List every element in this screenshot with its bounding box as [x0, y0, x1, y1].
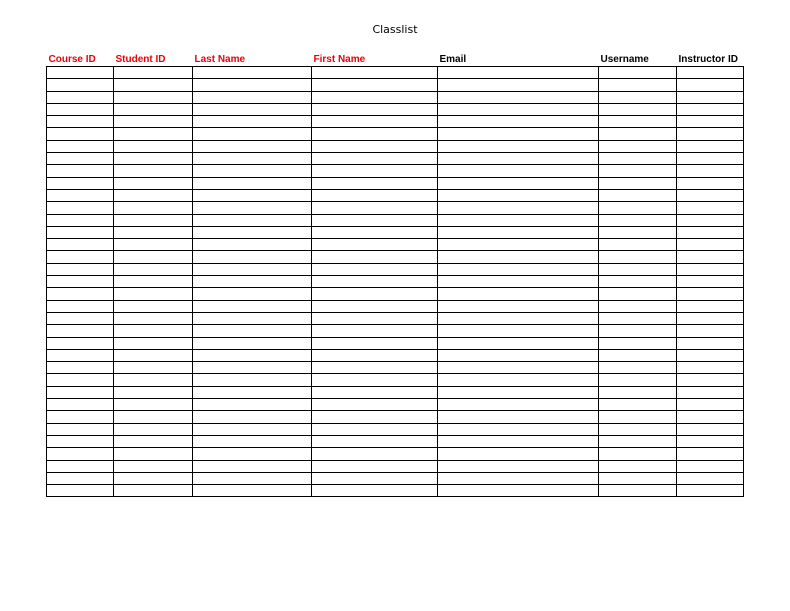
column-header-first-name: First Name: [313, 54, 366, 65]
table-cell-student-id[interactable]: [114, 460, 193, 472]
table-cell-username[interactable]: [599, 116, 677, 128]
table-cell-username[interactable]: [599, 362, 677, 374]
table-cell-first-name[interactable]: [312, 214, 438, 226]
table-cell-first-name[interactable]: [312, 337, 438, 349]
table-row: [47, 140, 744, 152]
table-cell-first-name[interactable]: [312, 485, 438, 497]
table-cell-last-name[interactable]: [193, 67, 312, 79]
table-cell-instructor-id[interactable]: [677, 263, 744, 275]
table-cell-last-name[interactable]: [193, 177, 312, 189]
table-cell-course-id[interactable]: [47, 128, 114, 140]
table-cell-last-name[interactable]: [193, 374, 312, 386]
table-cell-instructor-id[interactable]: [677, 460, 744, 472]
table-cell-instructor-id[interactable]: [677, 374, 744, 386]
table-cell-course-id[interactable]: [47, 374, 114, 386]
table-cell-instructor-id[interactable]: [677, 411, 744, 423]
table-cell-username[interactable]: [599, 300, 677, 312]
table-cell-first-name[interactable]: [312, 103, 438, 115]
table-row: [47, 189, 744, 201]
table-cell-instructor-id[interactable]: [677, 91, 744, 103]
table-row: [47, 116, 744, 128]
table-cell-email[interactable]: [438, 386, 599, 398]
table-cell-course-id[interactable]: [47, 300, 114, 312]
table-cell-first-name[interactable]: [312, 189, 438, 201]
table-cell-first-name[interactable]: [312, 362, 438, 374]
table-row: [47, 460, 744, 472]
table-cell-instructor-id[interactable]: [677, 251, 744, 263]
table-cell-email[interactable]: [438, 116, 599, 128]
table-cell-course-id[interactable]: [47, 325, 114, 337]
table-cell-course-id[interactable]: [47, 312, 114, 324]
table-cell-username[interactable]: [599, 472, 677, 484]
table-cell-email[interactable]: [438, 448, 599, 460]
table-cell-first-name[interactable]: [312, 300, 438, 312]
table-row: [47, 300, 744, 312]
table-cell-last-name[interactable]: [193, 288, 312, 300]
table-cell-email[interactable]: [438, 202, 599, 214]
classlist-table: [46, 54, 744, 497]
table-row: [47, 288, 744, 300]
table-cell-first-name[interactable]: [312, 374, 438, 386]
table-cell-course-id[interactable]: [47, 399, 114, 411]
table-row: [47, 214, 744, 226]
table-row: [47, 472, 744, 484]
column-header-username: Username: [600, 54, 649, 65]
table-cell-last-name[interactable]: [193, 263, 312, 275]
table-cell-email[interactable]: [438, 189, 599, 201]
table-cell-student-id[interactable]: [114, 312, 193, 324]
table-cell-course-id[interactable]: [47, 251, 114, 263]
table-cell-instructor-id[interactable]: [677, 189, 744, 201]
table-cell-username[interactable]: [599, 140, 677, 152]
table-cell-username[interactable]: [599, 288, 677, 300]
table-cell-student-id[interactable]: [114, 226, 193, 238]
table-cell-email[interactable]: [438, 239, 599, 251]
table-cell-last-name[interactable]: [193, 300, 312, 312]
column-header-last-name: Last Name: [194, 54, 246, 65]
table-cell-student-id[interactable]: [114, 263, 193, 275]
table-cell-username[interactable]: [599, 153, 677, 165]
table-cell-instructor-id[interactable]: [677, 116, 744, 128]
table-cell-email[interactable]: [438, 288, 599, 300]
table-cell-course-id[interactable]: [47, 362, 114, 374]
table-cell-first-name[interactable]: [312, 411, 438, 423]
table-cell-last-name[interactable]: [193, 153, 312, 165]
table-cell-instructor-id[interactable]: [677, 288, 744, 300]
table-cell-last-name[interactable]: [193, 116, 312, 128]
table-row: [47, 337, 744, 349]
table-row: [47, 423, 744, 435]
table-cell-instructor-id[interactable]: [677, 362, 744, 374]
table-cell-email[interactable]: [438, 374, 599, 386]
table-cell-student-id[interactable]: [114, 202, 193, 214]
table-cell-student-id[interactable]: [114, 349, 193, 361]
table-cell-student-id[interactable]: [114, 362, 193, 374]
table-cell-first-name[interactable]: [312, 67, 438, 79]
table-cell-student-id[interactable]: [114, 140, 193, 152]
table-cell-course-id[interactable]: [47, 435, 114, 447]
table-cell-student-id[interactable]: [114, 239, 193, 251]
table-cell-last-name[interactable]: [193, 312, 312, 324]
table-cell-student-id[interactable]: [114, 411, 193, 423]
table-cell-last-name[interactable]: [193, 337, 312, 349]
column-header-instructor-id: Instructor ID: [678, 54, 738, 65]
table-row: [47, 374, 744, 386]
table-cell-instructor-id[interactable]: [677, 349, 744, 361]
table-cell-instructor-id[interactable]: [677, 128, 744, 140]
table-cell-email[interactable]: [438, 485, 599, 497]
table-cell-instructor-id[interactable]: [677, 312, 744, 324]
table-body: [47, 67, 744, 497]
table-row: [47, 128, 744, 140]
table-cell-student-id[interactable]: [114, 79, 193, 91]
table-cell-username[interactable]: [599, 325, 677, 337]
table-cell-student-id[interactable]: [114, 153, 193, 165]
table-cell-email[interactable]: [438, 67, 599, 79]
table-cell-first-name[interactable]: [312, 251, 438, 263]
table-cell-student-id[interactable]: [114, 116, 193, 128]
table-cell-first-name[interactable]: [312, 325, 438, 337]
table-cell-first-name[interactable]: [312, 140, 438, 152]
table-cell-email[interactable]: [438, 325, 599, 337]
table-cell-student-id[interactable]: [114, 374, 193, 386]
table-cell-student-id[interactable]: [114, 300, 193, 312]
table-cell-last-name[interactable]: [193, 399, 312, 411]
table-cell-username[interactable]: [599, 67, 677, 79]
table-cell-student-id[interactable]: [114, 177, 193, 189]
table-cell-student-id[interactable]: [114, 472, 193, 484]
table-cell-last-name[interactable]: [193, 103, 312, 115]
table-cell-username[interactable]: [599, 276, 677, 288]
table-cell-first-name[interactable]: [312, 128, 438, 140]
table-cell-first-name[interactable]: [312, 349, 438, 361]
table-cell-first-name[interactable]: [312, 153, 438, 165]
table-cell-first-name[interactable]: [312, 448, 438, 460]
table-cell-last-name[interactable]: [193, 362, 312, 374]
table-row: [47, 91, 744, 103]
table-cell-email[interactable]: [438, 472, 599, 484]
table-cell-course-id[interactable]: [47, 214, 114, 226]
table-row: [47, 226, 744, 238]
table-cell-last-name[interactable]: [193, 202, 312, 214]
table-cell-first-name[interactable]: [312, 288, 438, 300]
table-cell-course-id[interactable]: [47, 79, 114, 91]
table-cell-student-id[interactable]: [114, 399, 193, 411]
table-cell-last-name[interactable]: [193, 460, 312, 472]
table-cell-student-id[interactable]: [114, 423, 193, 435]
table-row: [47, 251, 744, 263]
table-row: [47, 177, 744, 189]
table-cell-last-name[interactable]: [193, 79, 312, 91]
table-cell-username[interactable]: [599, 485, 677, 497]
table-cell-instructor-id[interactable]: [677, 386, 744, 398]
table-cell-email[interactable]: [438, 460, 599, 472]
table-cell-student-id[interactable]: [114, 103, 193, 115]
table-cell-username[interactable]: [599, 226, 677, 238]
table-cell-username[interactable]: [599, 435, 677, 447]
table-cell-last-name[interactable]: [193, 349, 312, 361]
table-cell-course-id[interactable]: [47, 226, 114, 238]
table-cell-course-id[interactable]: [47, 276, 114, 288]
table-cell-student-id[interactable]: [114, 276, 193, 288]
table-cell-email[interactable]: [438, 300, 599, 312]
table-cell-last-name[interactable]: [193, 226, 312, 238]
table-cell-username[interactable]: [599, 460, 677, 472]
table-cell-username[interactable]: [599, 128, 677, 140]
table-row: [47, 239, 744, 251]
table-cell-instructor-id[interactable]: [677, 337, 744, 349]
table-cell-last-name[interactable]: [193, 386, 312, 398]
table-cell-course-id[interactable]: [47, 67, 114, 79]
table-cell-student-id[interactable]: [114, 128, 193, 140]
table-cell-username[interactable]: [599, 91, 677, 103]
table-cell-course-id[interactable]: [47, 189, 114, 201]
table-row: [47, 165, 744, 177]
table-cell-last-name[interactable]: [193, 214, 312, 226]
table-cell-username[interactable]: [599, 79, 677, 91]
table-cell-first-name[interactable]: [312, 202, 438, 214]
table-cell-last-name[interactable]: [193, 448, 312, 460]
table-cell-email[interactable]: [438, 177, 599, 189]
table-cell-student-id[interactable]: [114, 435, 193, 447]
table-cell-email[interactable]: [438, 349, 599, 361]
table-cell-email[interactable]: [438, 79, 599, 91]
table-cell-first-name[interactable]: [312, 165, 438, 177]
table-cell-email[interactable]: [438, 312, 599, 324]
table-cell-student-id[interactable]: [114, 325, 193, 337]
table-cell-last-name[interactable]: [193, 128, 312, 140]
table-cell-student-id[interactable]: [114, 165, 193, 177]
table-cell-username[interactable]: [599, 177, 677, 189]
table-cell-email[interactable]: [438, 91, 599, 103]
table-cell-student-id[interactable]: [114, 448, 193, 460]
table-row: [47, 411, 744, 423]
table-cell-last-name[interactable]: [193, 435, 312, 447]
table-cell-last-name[interactable]: [193, 91, 312, 103]
column-header-email: Email: [439, 54, 467, 65]
table-cell-student-id[interactable]: [114, 91, 193, 103]
table-cell-last-name[interactable]: [193, 239, 312, 251]
table-cell-instructor-id[interactable]: [677, 153, 744, 165]
table-cell-last-name[interactable]: [193, 485, 312, 497]
table-cell-email[interactable]: [438, 435, 599, 447]
table-cell-first-name[interactable]: [312, 79, 438, 91]
table-cell-username[interactable]: [599, 399, 677, 411]
table-cell-instructor-id[interactable]: [677, 276, 744, 288]
table-row: [47, 153, 744, 165]
table-cell-email[interactable]: [438, 214, 599, 226]
table-cell-first-name[interactable]: [312, 239, 438, 251]
table-cell-course-id[interactable]: [47, 239, 114, 251]
table-cell-username[interactable]: [599, 337, 677, 349]
table-cell-email[interactable]: [438, 362, 599, 374]
table-cell-first-name[interactable]: [312, 460, 438, 472]
table-cell-first-name[interactable]: [312, 472, 438, 484]
table-cell-instructor-id[interactable]: [677, 79, 744, 91]
table-cell-first-name[interactable]: [312, 91, 438, 103]
table-cell-student-id[interactable]: [114, 189, 193, 201]
header-row: [47, 54, 744, 67]
table-cell-email[interactable]: [438, 251, 599, 263]
table-row: [47, 485, 744, 497]
table-cell-course-id[interactable]: [47, 165, 114, 177]
table-row: [47, 202, 744, 214]
table-cell-first-name[interactable]: [312, 177, 438, 189]
table-row: [47, 349, 744, 361]
table-cell-last-name[interactable]: [193, 251, 312, 263]
table-cell-course-id[interactable]: [47, 485, 114, 497]
table-cell-instructor-id[interactable]: [677, 325, 744, 337]
table-cell-instructor-id[interactable]: [677, 239, 744, 251]
table-row: [47, 325, 744, 337]
column-header-course-id: Course ID: [48, 54, 96, 65]
table-row: [47, 67, 744, 79]
table-cell-email[interactable]: [438, 103, 599, 115]
table-cell-student-id[interactable]: [114, 337, 193, 349]
table-cell-username[interactable]: [599, 312, 677, 324]
table-cell-instructor-id[interactable]: [677, 300, 744, 312]
table-row: [47, 79, 744, 91]
table-cell-email[interactable]: [438, 128, 599, 140]
table-cell-username[interactable]: [599, 165, 677, 177]
table-cell-email[interactable]: [438, 411, 599, 423]
table-cell-instructor-id[interactable]: [677, 202, 744, 214]
table-cell-email[interactable]: [438, 337, 599, 349]
table-cell-username[interactable]: [599, 349, 677, 361]
table-cell-first-name[interactable]: [312, 116, 438, 128]
table-cell-email[interactable]: [438, 276, 599, 288]
table-cell-course-id[interactable]: [47, 153, 114, 165]
table-cell-username[interactable]: [599, 448, 677, 460]
table-cell-email[interactable]: [438, 423, 599, 435]
table-cell-first-name[interactable]: [312, 312, 438, 324]
table-cell-instructor-id[interactable]: [677, 399, 744, 411]
table-cell-first-name[interactable]: [312, 226, 438, 238]
table-row: [47, 448, 744, 460]
table-cell-student-id[interactable]: [114, 386, 193, 398]
table-cell-last-name[interactable]: [193, 189, 312, 201]
table-cell-username[interactable]: [599, 423, 677, 435]
table-cell-course-id[interactable]: [47, 202, 114, 214]
table-cell-first-name[interactable]: [312, 263, 438, 275]
table-cell-first-name[interactable]: [312, 276, 438, 288]
table-cell-course-id[interactable]: [47, 337, 114, 349]
table-cell-course-id[interactable]: [47, 460, 114, 472]
table-row: [47, 312, 744, 324]
table-cell-email[interactable]: [438, 140, 599, 152]
page-title: Classlist: [372, 23, 418, 36]
table-cell-instructor-id[interactable]: [677, 448, 744, 460]
table-row: [47, 263, 744, 275]
table-cell-student-id[interactable]: [114, 288, 193, 300]
table-cell-instructor-id[interactable]: [677, 472, 744, 484]
table-cell-course-id[interactable]: [47, 263, 114, 275]
table-cell-course-id[interactable]: [47, 423, 114, 435]
table-cell-last-name[interactable]: [193, 325, 312, 337]
table-cell-course-id[interactable]: [47, 448, 114, 460]
table-row: [47, 399, 744, 411]
table-cell-username[interactable]: [599, 103, 677, 115]
table-cell-last-name[interactable]: [193, 411, 312, 423]
table-cell-student-id[interactable]: [114, 485, 193, 497]
table-cell-instructor-id[interactable]: [677, 485, 744, 497]
table-cell-course-id[interactable]: [47, 103, 114, 115]
table-cell-instructor-id[interactable]: [677, 214, 744, 226]
table-cell-course-id[interactable]: [47, 140, 114, 152]
table-cell-course-id[interactable]: [47, 411, 114, 423]
table-cell-instructor-id[interactable]: [677, 423, 744, 435]
table-row: [47, 362, 744, 374]
table-cell-course-id[interactable]: [47, 472, 114, 484]
table-cell-username[interactable]: [599, 251, 677, 263]
table-cell-instructor-id[interactable]: [677, 140, 744, 152]
table-cell-last-name[interactable]: [193, 140, 312, 152]
table-cell-username[interactable]: [599, 386, 677, 398]
table-row: [47, 386, 744, 398]
table-cell-username[interactable]: [599, 374, 677, 386]
table-cell-student-id[interactable]: [114, 214, 193, 226]
table-cell-course-id[interactable]: [47, 288, 114, 300]
table-cell-instructor-id[interactable]: [677, 103, 744, 115]
column-header-student-id: Student ID: [115, 54, 166, 65]
table-cell-instructor-id[interactable]: [677, 177, 744, 189]
table-cell-student-id[interactable]: [114, 67, 193, 79]
table-row: [47, 103, 744, 115]
table-cell-username[interactable]: [599, 263, 677, 275]
table-cell-course-id[interactable]: [47, 91, 114, 103]
table-cell-course-id[interactable]: [47, 386, 114, 398]
table-cell-email[interactable]: [438, 399, 599, 411]
table-cell-last-name[interactable]: [193, 423, 312, 435]
table-cell-course-id[interactable]: [47, 177, 114, 189]
table-cell-username[interactable]: [599, 189, 677, 201]
table-cell-username[interactable]: [599, 214, 677, 226]
table-cell-last-name[interactable]: [193, 472, 312, 484]
table-cell-email[interactable]: [438, 153, 599, 165]
table-cell-instructor-id[interactable]: [677, 226, 744, 238]
table-cell-email[interactable]: [438, 165, 599, 177]
table-cell-username[interactable]: [599, 202, 677, 214]
table-cell-username[interactable]: [599, 411, 677, 423]
table-cell-course-id[interactable]: [47, 116, 114, 128]
table-cell-student-id[interactable]: [114, 251, 193, 263]
table-cell-instructor-id[interactable]: [677, 435, 744, 447]
table-cell-username[interactable]: [599, 239, 677, 251]
table-cell-instructor-id[interactable]: [677, 165, 744, 177]
table-cell-last-name[interactable]: [193, 165, 312, 177]
table-cell-instructor-id[interactable]: [677, 67, 744, 79]
table-cell-first-name[interactable]: [312, 399, 438, 411]
table-row: [47, 435, 744, 447]
table-cell-first-name[interactable]: [312, 386, 438, 398]
table-cell-first-name[interactable]: [312, 423, 438, 435]
table-cell-first-name[interactable]: [312, 435, 438, 447]
table-cell-email[interactable]: [438, 226, 599, 238]
table-cell-course-id[interactable]: [47, 349, 114, 361]
table-cell-email[interactable]: [438, 263, 599, 275]
table-cell-last-name[interactable]: [193, 276, 312, 288]
table-row: [47, 276, 744, 288]
